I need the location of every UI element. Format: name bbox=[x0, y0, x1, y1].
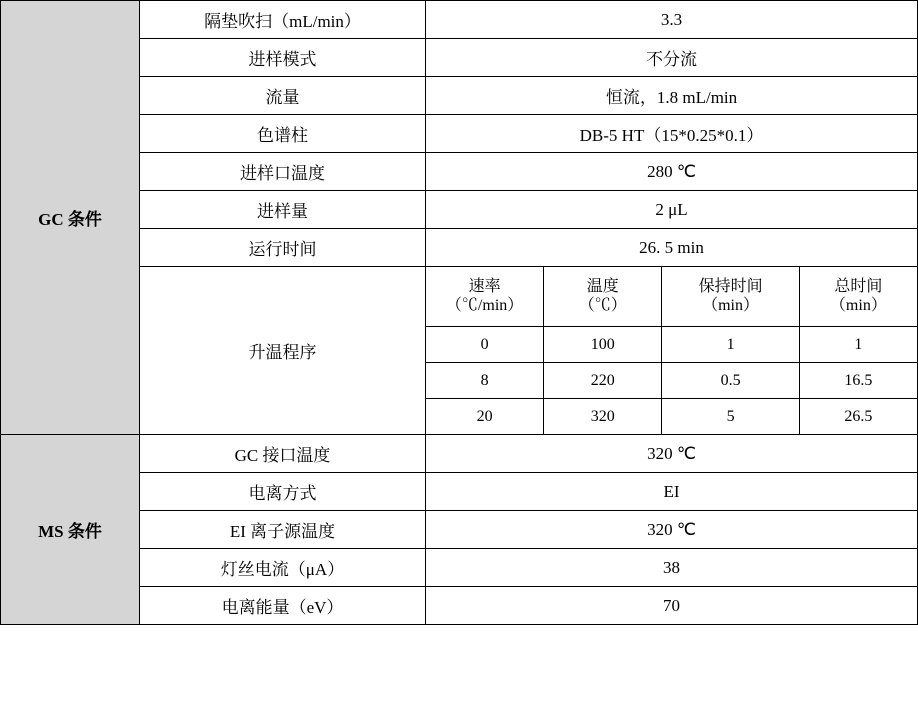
param-value: 320 ℃ bbox=[426, 511, 918, 549]
ramp-data-row bbox=[426, 363, 917, 399]
param-name: 电离能量（eV） bbox=[140, 587, 426, 625]
param-name: 进样量 bbox=[140, 191, 426, 229]
param-value: 不分流 bbox=[426, 39, 918, 77]
section-header-ms: MS 条件 bbox=[1, 435, 140, 625]
ramp-header-total-time bbox=[799, 267, 917, 327]
ramp-header-temperature-line2: （℃） bbox=[578, 296, 627, 314]
ramp-cell-hold-time: 5 bbox=[662, 399, 799, 435]
param-value: 320 ℃ bbox=[426, 435, 918, 473]
param-value: DB-5 HT（15*0.25*0.1） bbox=[426, 115, 918, 153]
ramp-header-total-time-line2: （min） bbox=[829, 296, 887, 314]
ramp-header-temperature-line1: 温度 bbox=[586, 278, 619, 296]
section-header-gc: GC 条件 bbox=[1, 1, 140, 435]
param-name: 电离方式 bbox=[140, 473, 426, 511]
ramp-header-rate bbox=[426, 267, 544, 327]
ramp-program-table bbox=[426, 267, 917, 434]
ramp-cell-rate: 8 bbox=[426, 363, 544, 399]
param-name: 灯丝电流（μA） bbox=[140, 549, 426, 587]
param-name: 升温程序 bbox=[140, 267, 426, 435]
ramp-cell-total-time: 26.5 bbox=[799, 399, 917, 435]
table-row bbox=[1, 435, 918, 473]
param-name: GC 接口温度 bbox=[140, 435, 426, 473]
param-value: 3.3 bbox=[426, 1, 918, 39]
ramp-cell-temperature: 320 bbox=[544, 399, 662, 435]
param-value: 2 μL bbox=[426, 191, 918, 229]
ramp-cell-temperature: 220 bbox=[544, 363, 662, 399]
param-name: EI 离子源温度 bbox=[140, 511, 426, 549]
param-value: 38 bbox=[426, 549, 918, 587]
ramp-cell-total-time: 16.5 bbox=[799, 363, 917, 399]
ramp-cell-hold-time: 0.5 bbox=[662, 363, 799, 399]
param-name: 运行时间 bbox=[140, 229, 426, 267]
ramp-header-total-time-line1: 总时间 bbox=[834, 278, 883, 296]
param-name: 隔垫吹扫（mL/min） bbox=[140, 1, 426, 39]
param-name: 流量 bbox=[140, 77, 426, 115]
ramp-cell-rate: 0 bbox=[426, 327, 544, 363]
param-value: 280 ℃ bbox=[426, 153, 918, 191]
param-value: 26. 5 min bbox=[426, 229, 918, 267]
ramp-program-subtable-cell bbox=[426, 267, 918, 435]
ramp-cell-hold-time: 1 bbox=[662, 327, 799, 363]
ramp-header-rate-line1: 速率 bbox=[468, 278, 501, 296]
ramp-data-row bbox=[426, 327, 917, 363]
ramp-cell-total-time: 1 bbox=[799, 327, 917, 363]
ramp-cell-rate: 20 bbox=[426, 399, 544, 435]
ramp-cell-temperature: 100 bbox=[544, 327, 662, 363]
ramp-header-hold-time-line1: 保持时间 bbox=[698, 278, 763, 296]
ramp-header-temperature bbox=[544, 267, 662, 327]
param-value: EI bbox=[426, 473, 918, 511]
param-name: 色谱柱 bbox=[140, 115, 426, 153]
param-name: 进样口温度 bbox=[140, 153, 426, 191]
ramp-header-hold-time bbox=[662, 267, 799, 327]
param-value: 恒流，1.8 mL/min bbox=[426, 77, 918, 115]
param-name: 进样模式 bbox=[140, 39, 426, 77]
ramp-header-rate-line2: （℃/min） bbox=[445, 296, 524, 314]
ramp-data-row bbox=[426, 399, 917, 435]
param-value: 70 bbox=[426, 587, 918, 625]
ramp-header-row bbox=[426, 267, 917, 327]
table-row bbox=[1, 1, 918, 39]
ramp-header-hold-time-line2: （min） bbox=[702, 296, 760, 314]
